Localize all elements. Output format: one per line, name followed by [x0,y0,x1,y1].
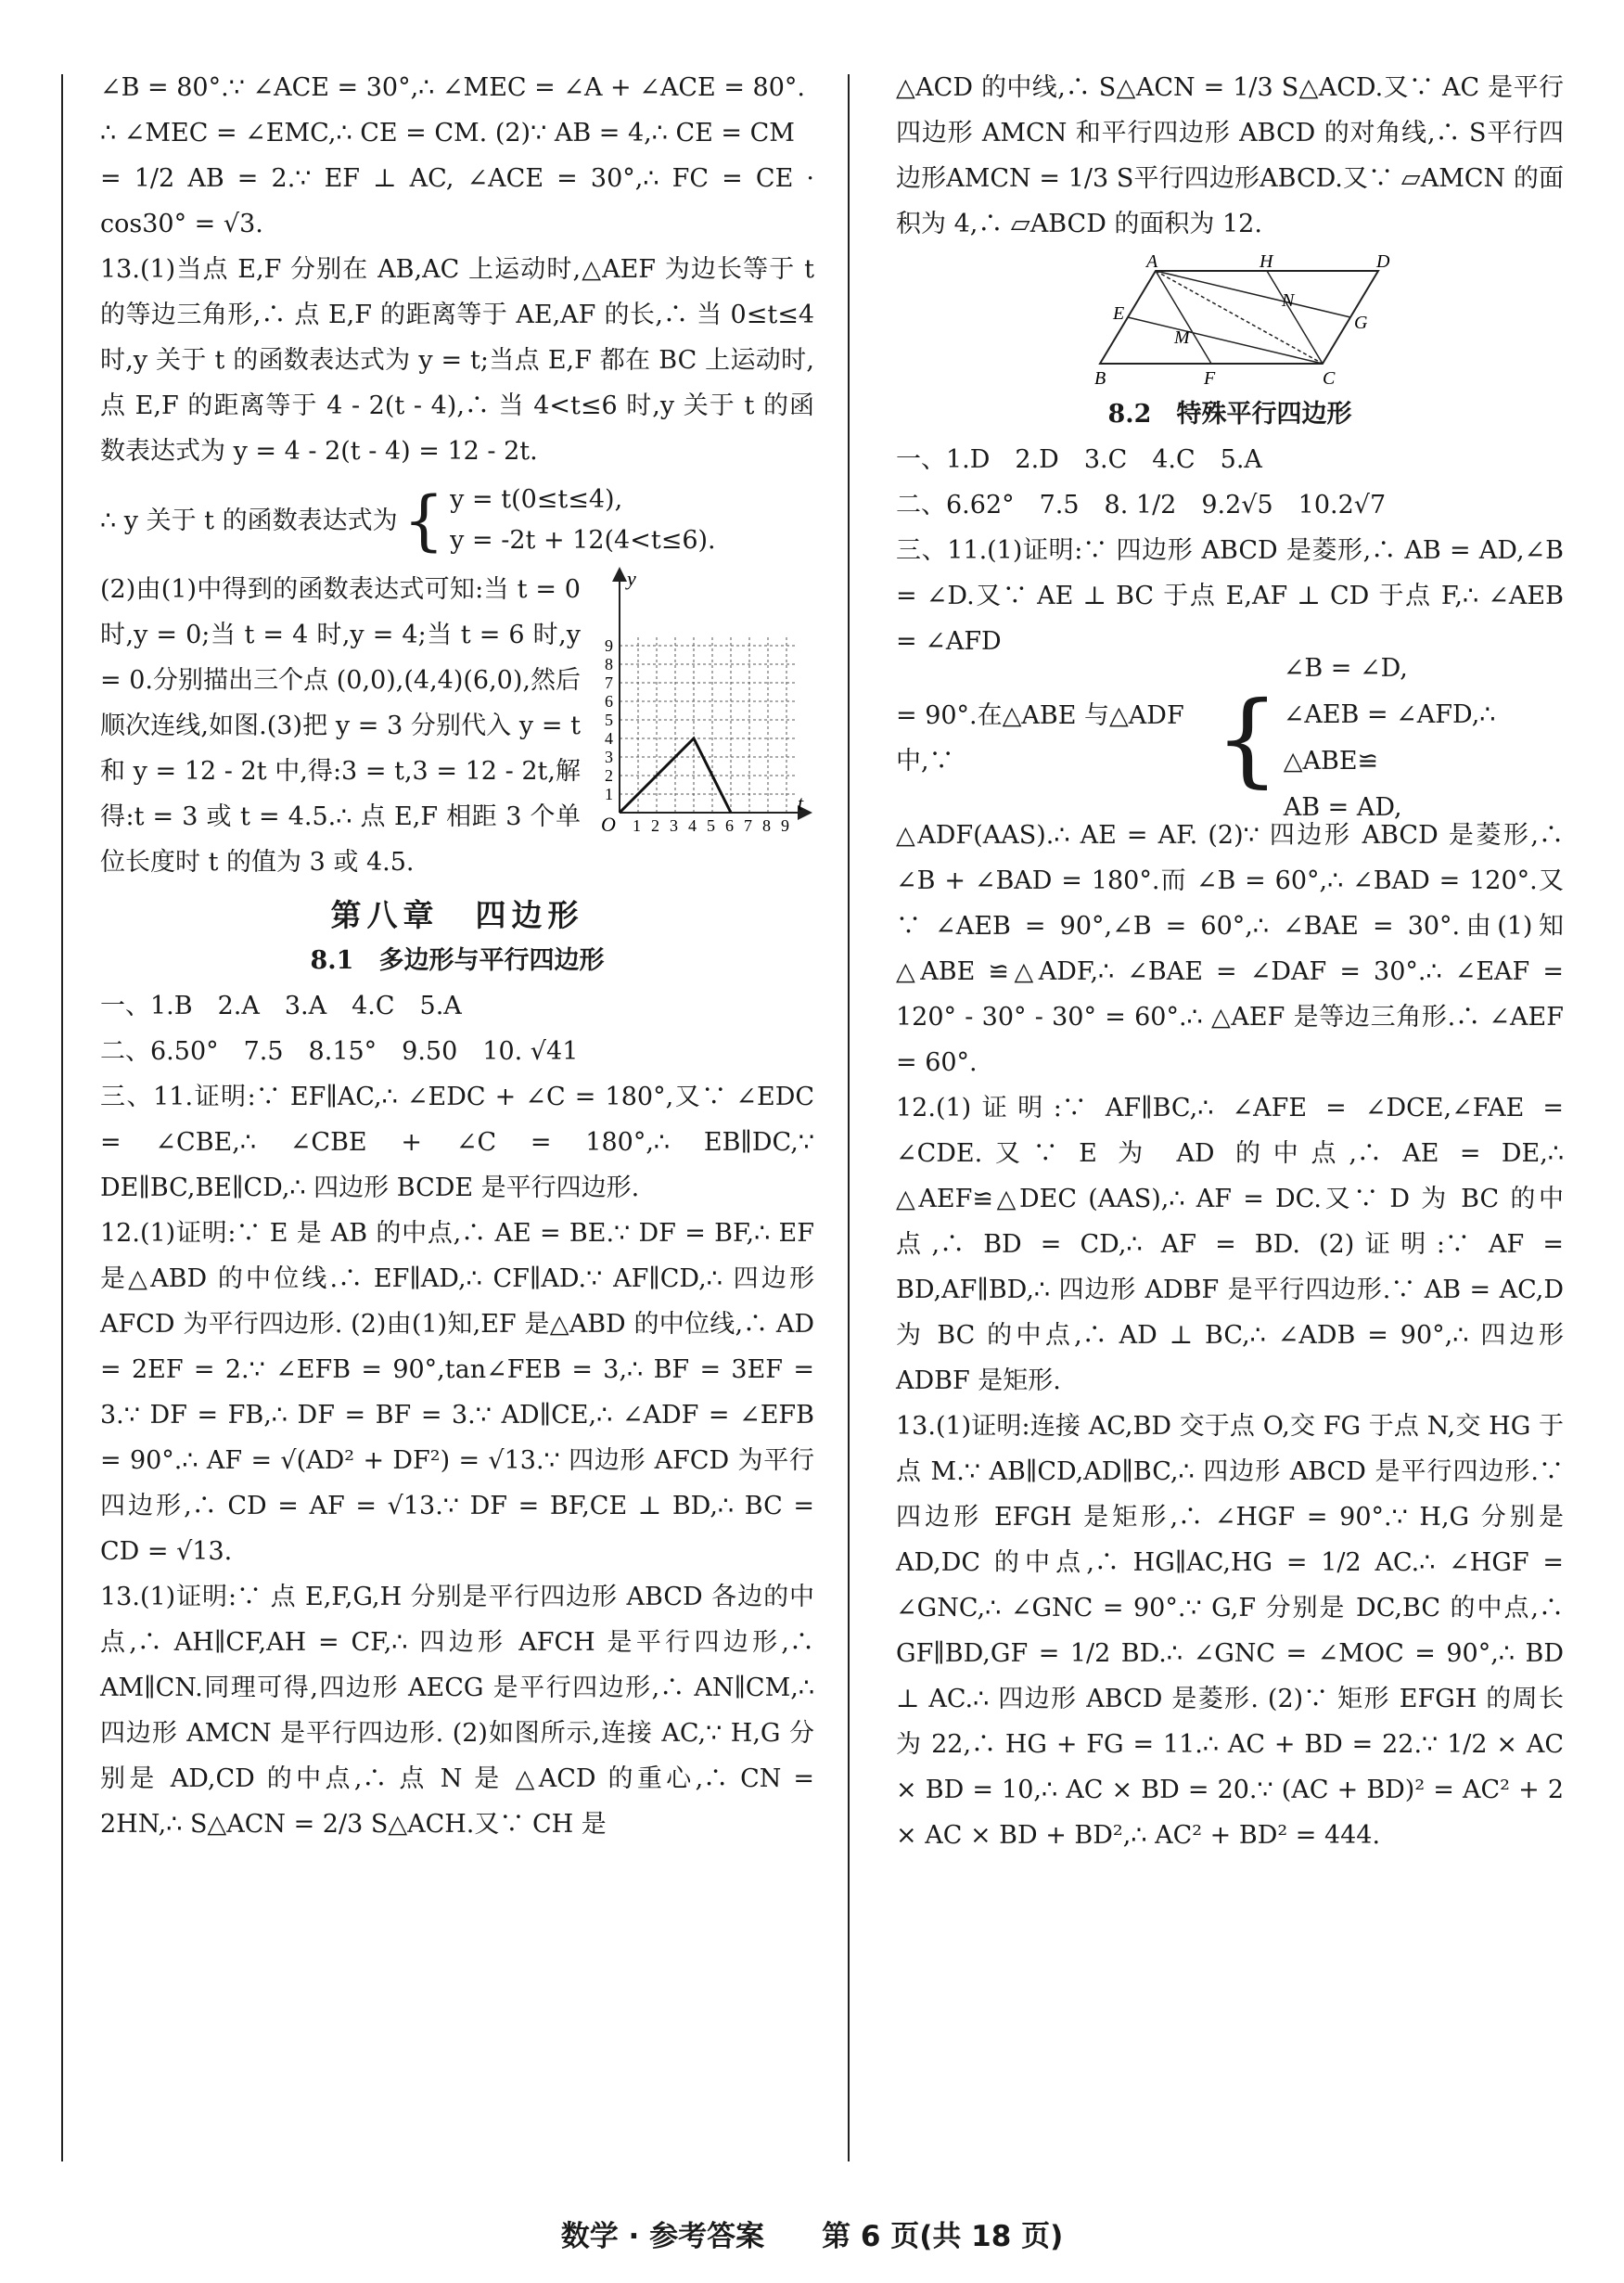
label-E: E [1113,303,1125,324]
system-line-3: AB = AD, [1283,793,1402,822]
label-H: H [1260,251,1273,272]
graph-xlabel: t [798,791,804,814]
left-q13-part2: (2)由(1)中得到的函数表达式可知:当 t = 0 时,y = 0;当 t = 4 时,y = 4;当 t = 6 时,y = 0.分别描出三个点 (0,0),(4,4)(6,0),然后顺次连线,如图.(3)把 y = 3 分别代入 y = t 和 y = 12 - 2t 中,得:3 = t,3 = 12 - 2t,解得:t = 3 或 t = 4.5.∴ 点 E,F 相距 3 个单位长度时 t 的值为 3 或 4.5. [100,575,581,877]
graph-ytick: 4 [605,729,613,748]
brace: { [1214,679,1280,798]
label-F: F [1204,368,1216,389]
graph-ytick: 2 [605,766,613,785]
graph-ytick: 1 [605,785,613,803]
graph-xtick: 9 [781,816,789,835]
section-8-2-q11-a: 三、11.(1)证明:∵ 四边形 ABCD 是菱形,∴ AB = AD,∠B = ∠D.又∵ AE ⊥ BC 于点 E,AF ⊥ CD 于点 F,∴ ∠AEB = ∠AFD [896,536,1564,656]
graph-xtick: 1 [633,816,641,835]
label-B: B [1094,368,1106,389]
left-p3: = 1/2 AB = 2.∵ EF ⊥ AC, ∠ACE = 30°,∴ FC = CE · cos30° = √3. [100,164,814,238]
graph-ylabel: y [627,567,636,590]
graph-ytick: 6 [605,692,613,711]
section-8-2-q11-c: △ADF(AAS).∴ AE = AF. (2)∵ 四边形 ABCD 是菱形,∴ ∠B + ∠BAD = 180°.而 ∠B = 60°,∴ ∠BAD = 120°.又∵ ∠AEB = 90°,∠B = 60°,∴ ∠BAE = 30°.由(1)知△ABE ≌△ADF,∴ ∠BAE = ∠DAF = 30°.∴ ∠EAF = 120° - 30° - 30° = 60°.∴ △AEF 是等边三角形.∴ ∠AEF = 60°. [896,821,1564,1077]
right-column [896,65,1564,1858]
graph-xtick: 3 [670,816,678,835]
section-8-2-title: 8.2 特殊平行四边形 [1107,400,1352,429]
graph-xtick: 8 [762,816,771,835]
system-lead: = 90°.在△ABE 与△ADF 中,∵ [896,701,1184,776]
section-8-1-choice-answers: 一、1.B 2.A 3.A 4.C 5.A [100,992,462,1020]
section-8-1-fill-answers: 二、6.50° 7.5 8.15° 9.50 10. √41 [100,1037,579,1066]
label-M: M [1174,327,1190,348]
piecewise-function [100,474,814,567]
chapter-title: 第八章 四边形 [330,897,584,933]
graph-ytick: 3 [605,748,613,766]
piecewise-lead: ∴ y 关于 t 的函数表达式为 [100,506,398,535]
section-8-2-q13: 13.(1)证明:连接 AC,BD 交于点 O,交 FG 于点 N,交 HG 于点 M.∵ AB∥CD,AD∥BC,∴ 四边形 ABCD 是平行四边形.∵ 四边形 EFGH 是矩形,∴ ∠HGF = 90°.∵ H,G 分别是 AD,DC 的中点,∴ HG∥AC,HG = 1/2 AC.∴ ∠HGF = ∠GNC,∴ ∠GNC = 90°.∵ G,F 分别是 DC,BC 的中点,∴ GF∥BD,GF = 1/2 BD.∴ ∠GNC = ∠MOC = 90°,∴ BD ⊥ AC.∴ 四边形 ABCD 是菱形. (2)∵ 矩形 EFGH 的周长为 22,∴ HG + FG = 11.∴ AC + BD = 22.∵ 1/2 × AC × BD = 10,∴ AC × BD = 20.∵ (AC + BD)² = AC² + 2 × AC × BD + BD²,∴ AC² + BD² = 444. [896,1412,1564,1850]
label-A: A [1146,251,1158,272]
left-q13: 13.(1)当点 E,F 分别在 AB,AC 上运动时,△AEF 为边长等于 t 的等边三角形,∴ 点 E,F 的距离等于 AE,AF 的长,∴ 当 0≤t≤4 时,y 关于 t 的函数表达式为 y = t;当点 E,F 都在 BC 上运动时,点 E,F 的距离等于 4 - 2(t - 4),∴ 当 4<t≤6 时,y 关于 t 的函数表达式为 y = 4 - 2(t - 4) = 12 - 2t. [100,255,814,466]
section-8-2-q12: 12.(1)证明:∵ AF∥BC,∴ ∠AFE = ∠DCE,∠FAE = ∠CDE.又∵ E 为 AD 的中点,∴ AE = DE,∴ △AEF≌△DEC (AAS),∴ AF = DC.又∵ D 为 BC 的中点,∴ BD = CD,∴ AF = BD. (2)证明:∵ AF = BD,AF∥BD,∴ 四边形 ADBF 是平行四边形.∵ AB = AC,D 为 BC 的中点,∴ AD ⊥ BC,∴ ∠ADB = 90°,∴ 四边形 ADBF 是矩形. [896,1094,1564,1395]
graph-ytick: 5 [605,711,613,729]
q13-part2-wrap [100,567,814,885]
graph-xtick: 6 [725,816,734,835]
section-8-1-q12: 12.(1)证明:∵ E 是 AB 的中点,∴ AE = BE.∵ DF = BF,∴ EF是△ABD 的中位线.∴ EF∥AD,∴ CF∥AD.∵ AF∥CD,∴ 四边形 AFCD 为平行四边形. (2)由(1)知,EF 是△ABD 的中位线,∴ AD = 2EF = 2.∵ ∠EFB = 90°,tan∠FEB = 3,∴ BF = 3EF = 3.∵ DF = FB,∴ DF = BF = 3.∵ AD∥CE,∴ ∠ADF = ∠EFB = 90°.∴ AF = √(AD² + DF²) = √13.∵ 四边形 AFCD 为平行四边形,∴ CD = AF = √13.∵ DF = BF,CE ⊥ BD,∴ BC = CD = √13. [100,1219,814,1566]
graph-ytick: 9 [605,636,613,655]
left-column [100,65,814,1847]
graph-origin: O [601,813,616,836]
label-G: G [1354,313,1368,333]
right-p1: △ACD 的中线,∴ S△ACN = 1/3 S△ACD.又∵ AC 是平行四边形 AMCN 和平行四边形 ABCD 的对角线,∴ S平行四边形AMCN = 1/3 S平行四边形ABCD.又∵ ▱AMCN 的面积为 4,∴ ▱ABCD 的面积为 12. [896,73,1564,238]
system-line-2: ∠AEB = ∠AFD,∴ △ABE≌ [1283,700,1496,776]
label-C: C [1323,368,1336,389]
graph-ytick: 8 [605,655,613,673]
section-8-1-q11: 三、11.证明:∵ EF∥AC,∴ ∠EDC + ∠C = 180°,又∵ ∠EDC = ∠CBE,∴ ∠CBE + ∠C = 180°,∴ EB∥DC,∵ DE∥BC,BE∥CD,∴ 四边形 BCDE 是平行四边形. [100,1083,814,1202]
piecewise-case-1: y = t(0≤t≤4), [450,485,623,514]
graph-xtick: 7 [744,816,752,835]
left-p2: ∴ ∠MEC = ∠EMC,∴ CE = CM. (2)∵ AB = 4,∴ CE = CM [100,119,795,147]
graph-xtick: 5 [707,816,715,835]
left-margin-rule [61,74,63,2161]
section-8-2-choice-answers: 一、1.D 2.D 3.C 4.C 5.A [896,445,1262,474]
function-graph [592,567,814,836]
graph-xtick: 4 [688,816,697,835]
label-D: D [1376,251,1390,272]
page-footer: 数学 · 参考答案 第 6 页(共 18 页) [560,2220,1064,2253]
column-divider [848,74,850,2161]
graph-ytick: 7 [605,673,613,692]
congruence-system [896,654,1564,822]
section-8-1-title: 8.1 多边形与平行四边形 [310,946,605,975]
piecewise-case-2: y = -2t + 12(4<t≤6). [450,526,716,555]
section-8-2-fill-answers: 二、6.62° 7.5 8. 1/2 9.2√5 10.2√7 [896,491,1387,519]
brace: { [403,482,445,558]
label-N: N [1282,290,1295,311]
left-p1: ∠B = 80°.∵ ∠ACE = 30°,∴ ∠MEC = ∠A + ∠ACE = 80°. [100,73,805,102]
graph-xtick: 2 [651,816,659,835]
parallelogram-figure [1072,251,1390,391]
system-line-1: ∠B = ∠D, [1283,654,1408,683]
section-8-1-q13: 13.(1)证明:∵ 点 E,F,G,H 分别是平行四边形 ABCD 各边的中点,∴ AH∥CF,AH = CF,∴ 四边形 AFCH 是平行四边形,∴ AM∥CN.同理可得,四边形 AECG 是平行四边形,∴ AN∥CM,∴ 四边形 AMCN 是平行四边形. (2)如图所示,连接 AC,∵ H,G 分别是 AD,CD 的中点,∴ 点 N 是 △ACD 的重心,∴ CN = 2HN,∴ S△ACN = 2/3 S△ACH.又∵ CH 是 [100,1583,814,1839]
